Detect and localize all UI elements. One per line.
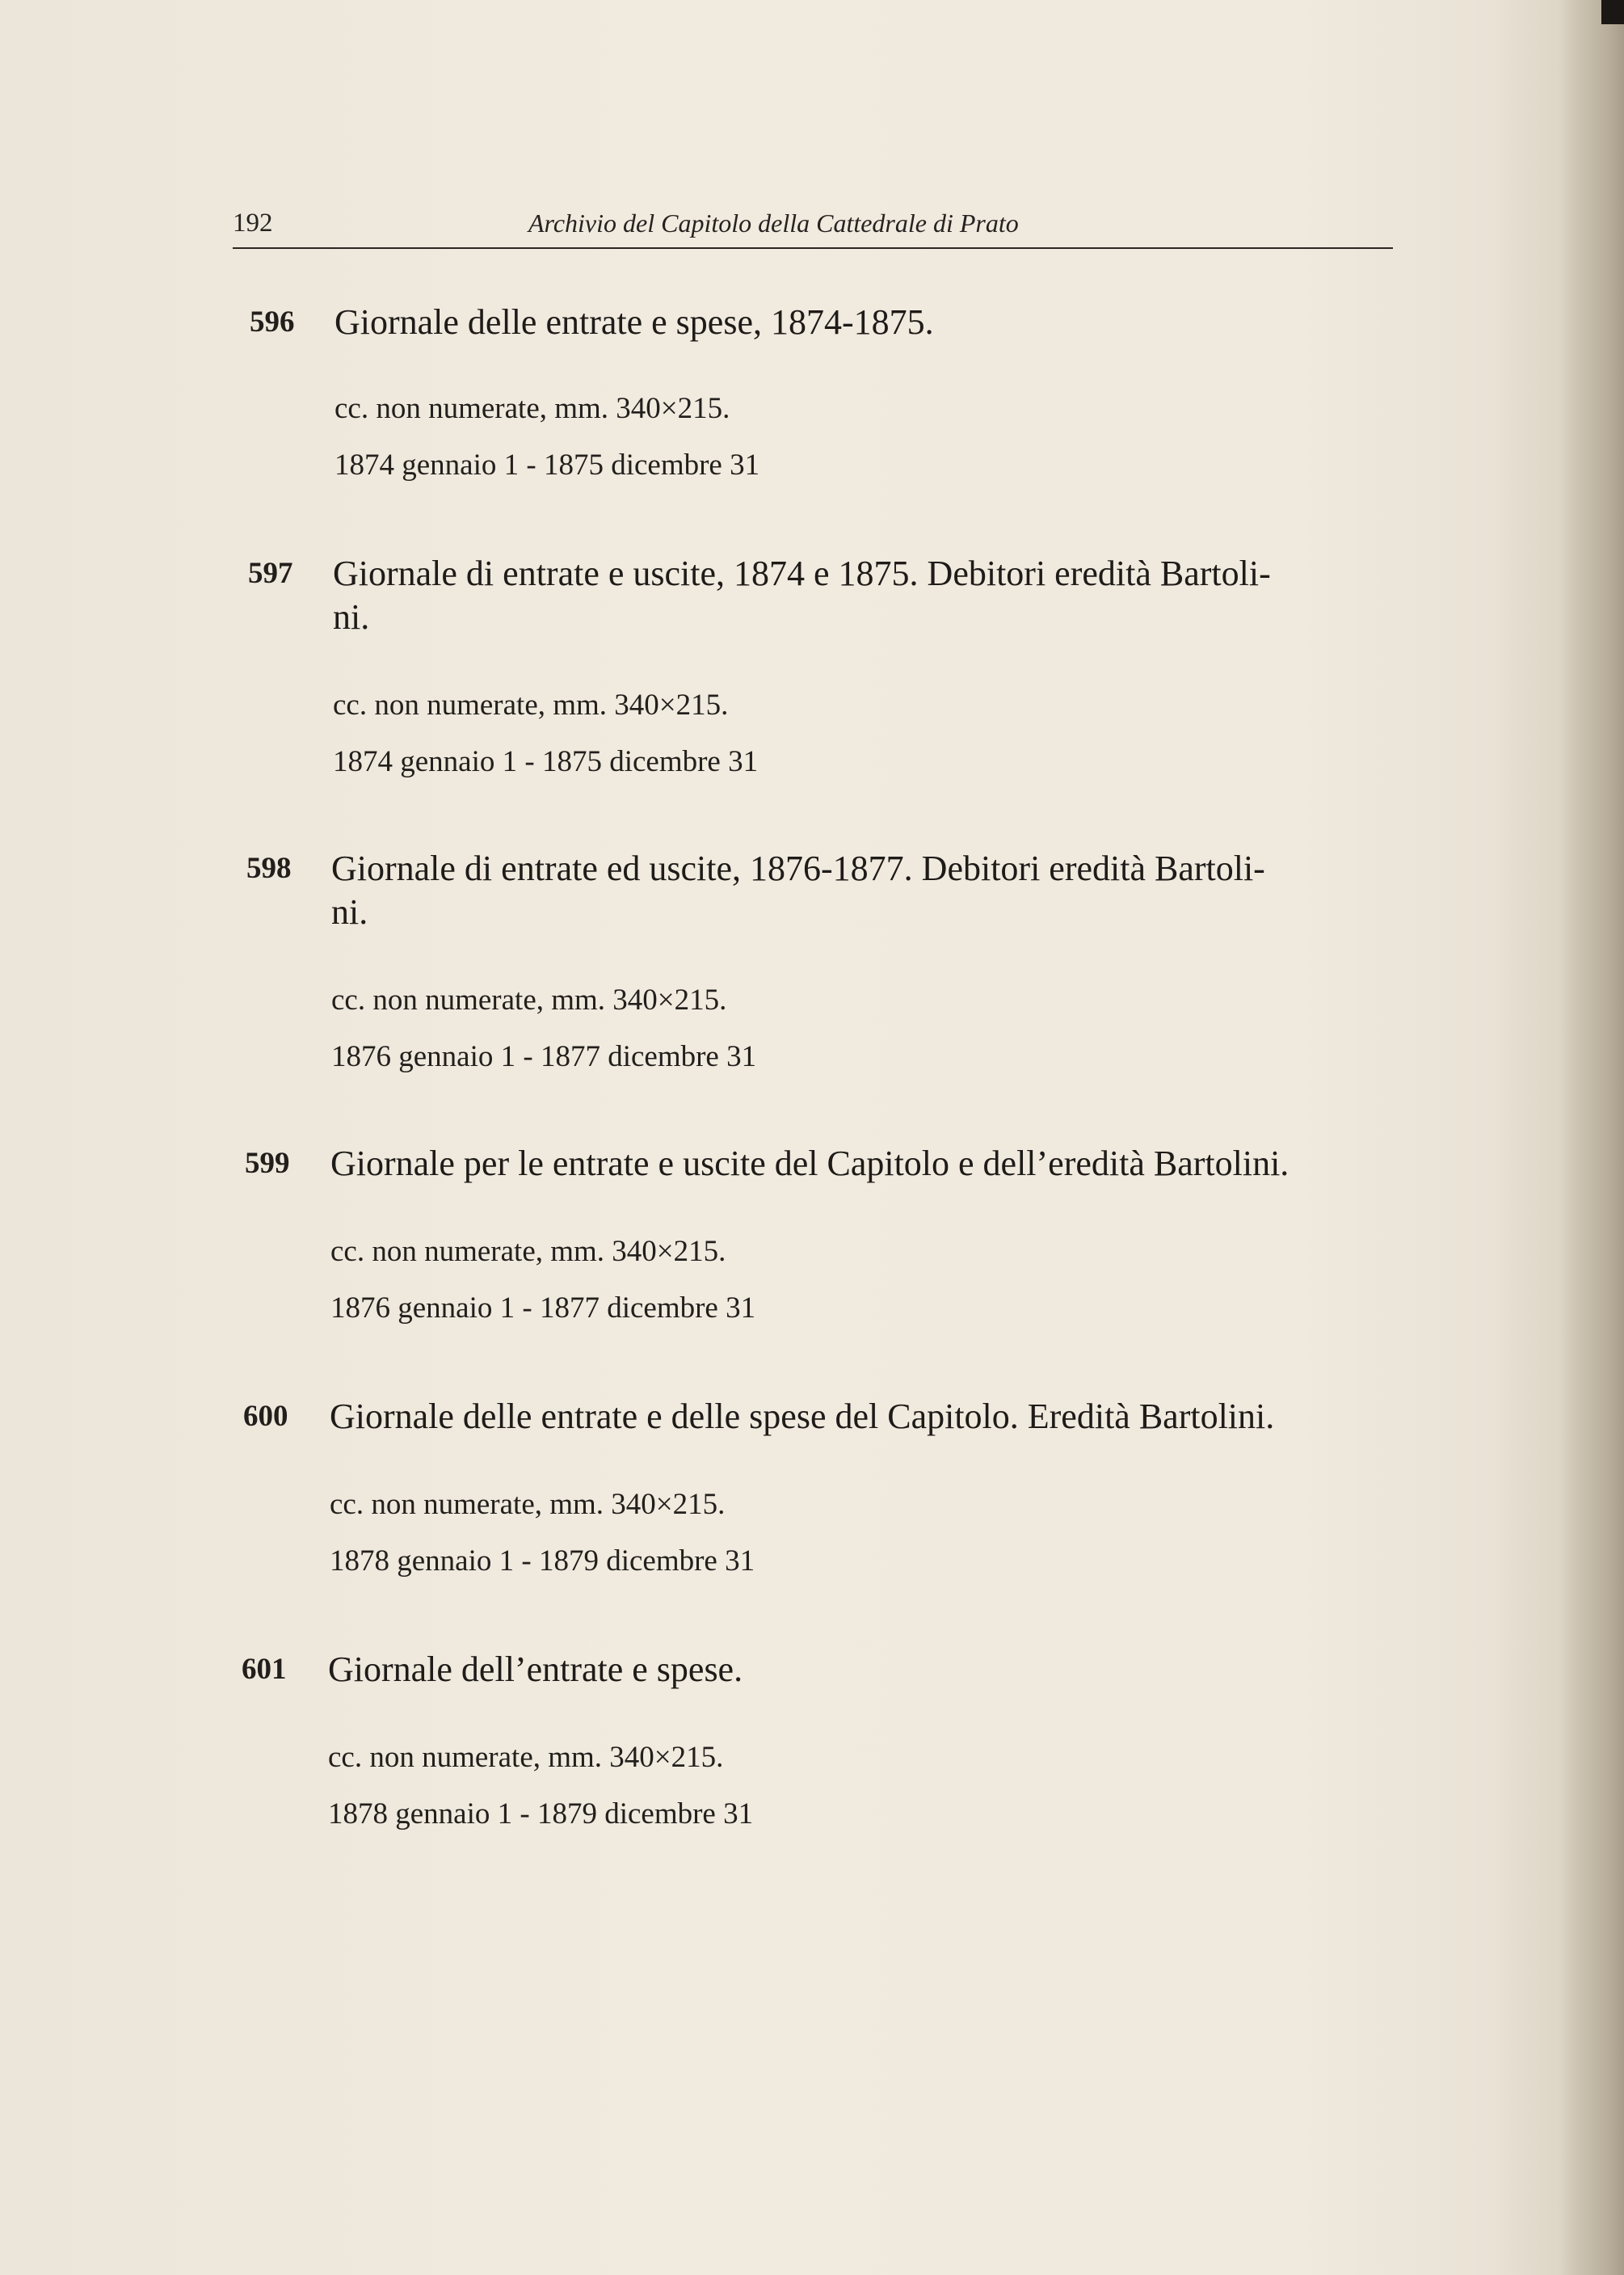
entry-dates: 1874 gennaio 1 - 1875 dicembre 31 [333, 745, 759, 778]
entry-dates: 1876 gennaio 1 - 1877 dicembre 31 [330, 1291, 756, 1325]
entry-description: cc. non numerate, mm. 340×215. [333, 689, 729, 722]
entry-title-line: Giornale di entrate ed uscite, 1876-1877. Debitori eredità Bartoli- [331, 849, 1265, 888]
entry-number: 600 [243, 1400, 288, 1433]
running-title: Archivio del Capitolo della Cattedrale di Prato [528, 209, 1019, 238]
entry-title-line: Giornale delle entrate e delle spese del Capitolo. Eredità Bartolini. [330, 1397, 1275, 1436]
entry-number: 601 [242, 1653, 287, 1686]
entry-dates: 1878 gennaio 1 - 1879 dicembre 31 [328, 1797, 754, 1831]
entry-title-line: Giornale per le entrate e uscite del Capitolo e dell’eredità Bartolini. [330, 1144, 1290, 1183]
entry-dates: 1878 gennaio 1 - 1879 dicembre 31 [330, 1544, 755, 1578]
entry-title [330, 1142, 1413, 1186]
page-number: 192 [233, 209, 273, 238]
entry-number: 596 [250, 305, 295, 339]
entry-title-line: Giornale delle entrate e spese, 1874-1875. [334, 302, 934, 342]
entry-description: cc. non numerate, mm. 340×215. [330, 1235, 726, 1268]
entry-description: cc. non numerate, mm. 340×215. [334, 392, 730, 425]
entry-title [330, 1395, 1412, 1439]
entry-title [328, 1648, 1411, 1692]
entry-number: 599 [245, 1147, 290, 1180]
entry-description: cc. non numerate, mm. 340×215. [331, 984, 727, 1017]
page-edge-shadow [1559, 0, 1624, 2275]
entry-title-line: Giornale dell’entrate e spese. [328, 1649, 743, 1689]
entry-dates: 1874 gennaio 1 - 1875 dicembre 31 [334, 449, 760, 482]
entry-dates: 1876 gennaio 1 - 1877 dicembre 31 [331, 1040, 757, 1073]
entry-title [333, 552, 1416, 639]
entry-title-line: ni. [333, 597, 370, 637]
entry-description: cc. non numerate, mm. 340×215. [330, 1488, 726, 1521]
page-header [233, 207, 1393, 249]
entry-title-line: Giornale di entrate e uscite, 1874 e 1875. Debitori eredità Bartoli- [333, 554, 1271, 593]
entry-description: cc. non numerate, mm. 340×215. [328, 1741, 724, 1774]
entry-title [331, 847, 1414, 934]
entry-number: 598 [246, 852, 292, 885]
entry-title-line: ni. [331, 892, 368, 932]
page-corner-shadow [1601, 0, 1624, 24]
entry-number: 597 [248, 557, 293, 590]
entry-title [334, 301, 1417, 344]
